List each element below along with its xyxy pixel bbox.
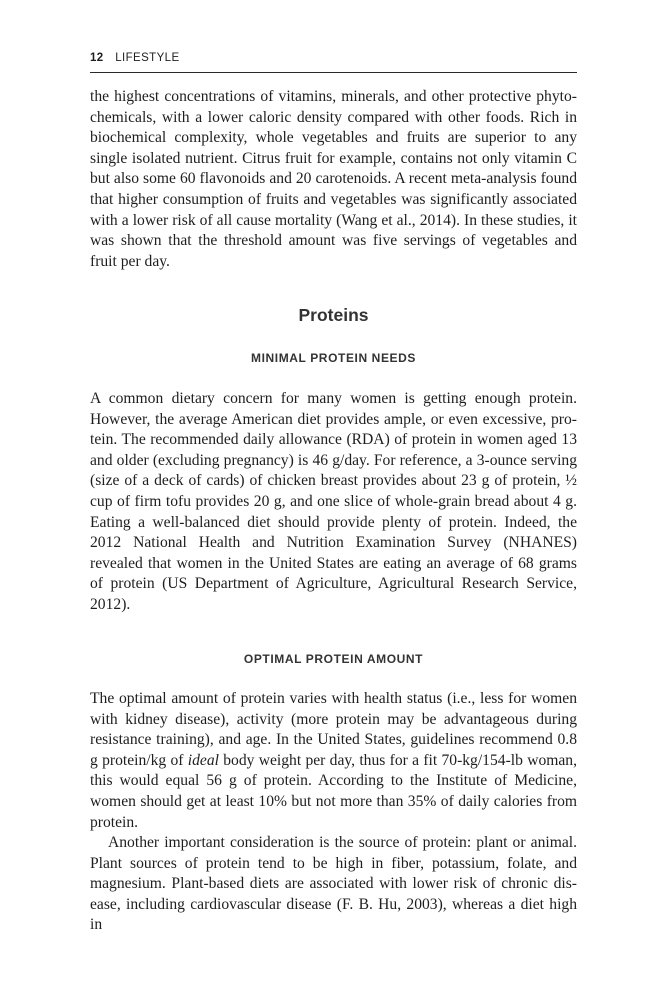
paragraph-optimal-protein — [90, 689, 577, 833]
optimal-text-end: body weight per day, thus for a fit 70-kg/154-lb woman, this would equal 56 g of protein. According to the Institute of Medicine, women should get at least 10% but not more than 35% of daily calories from protein. — [90, 751, 577, 831]
paragraph-protein-source: Another important consideration is the source of protein: plant or animal. Plant sources of protein tend to be high in fiber, potassium, folate, and magnesium. Plant-based diets are associated with lower risk of chronic disease, including cardiovascular disease (F. B. Hu, 2003), whereas a diet high in — [90, 834, 577, 934]
paragraph-minimal-protein: A common dietary concern for many women is getting enough protein. However, the average American diet provides ample, or even excessive, protein. The recommended daily allowance (RDA) of protein in women aged 13 and older (excluding pregnancy) is 46 g/day. For reference, a 3-ounce serving (size of a deck of cards) of chicken breast provides about 23 g of protein, ½ cup of firm tofu provides 20 g, and one slice of whole-grain bread about 4 g. Eating a well-balanced diet should provide plenty of protein. Indeed, the 2012 National Health and Nutrition Examination Survey (NHANES) revealed that women in the United States are eating an average of 68 grams of protein (US Department of Agriculture, Agricultural Research Service, 2012). — [90, 390, 577, 613]
page-number: 12 — [90, 52, 104, 64]
emphasis-ideal: ideal — [187, 751, 219, 769]
running-head-section: LIFESTYLE — [115, 52, 180, 64]
subheading-optimal-protein: OPTIMAL PROTEIN AMOUNT — [243, 652, 424, 666]
section-title: Proteins — [298, 305, 369, 325]
paragraph-fruits-vegetables: the highest concentrations of vitamins, minerals, and other protective phytochemicals, with a lower caloric density compared with other foods. Rich in biochemical complexity, whole vegetables and fruits are superior to any single isolated nutrient. Citrus fruit for example, contains not only vitamin C but also some 60 flavonoids and 20 carotenoids. A recent meta-analysis found that higher consumption of fruits and vegetables was significantly associated with a lower risk of all cause mortality (Wang et al., 2014). In these studies, it was shown that the threshold amount was five servings of vegetables and fruit per day. — [90, 88, 577, 270]
optimal-text-start: The optimal amount of protein varies with health status (i.e., less for women with kidney disease), activity (more protein may be advantageous during resistance training), and age. In the United States, guidelines recommend 0.8 g protein/kg of — [90, 690, 577, 769]
running-head — [90, 52, 577, 73]
subheading-minimal-protein: MINIMAL PROTEIN NEEDS — [250, 351, 417, 365]
